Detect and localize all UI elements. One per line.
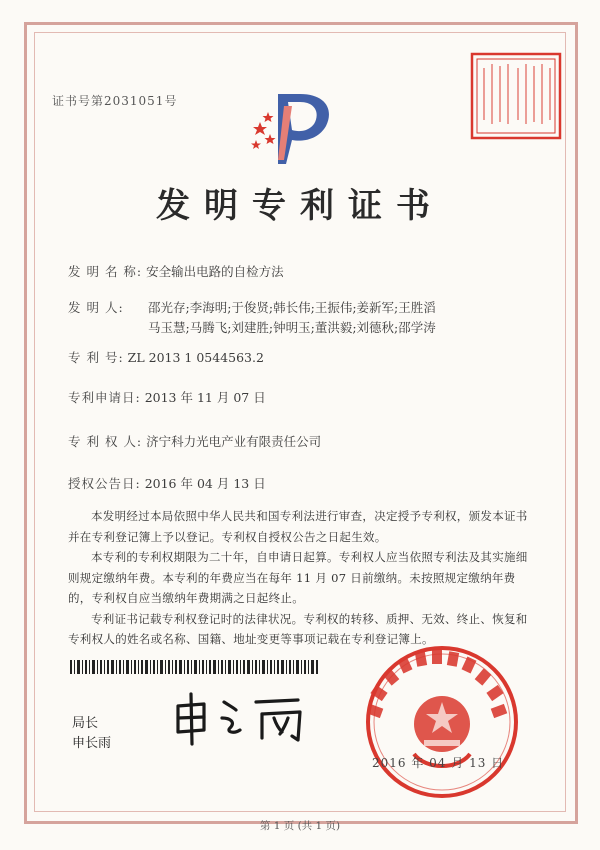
body-paragraph-2: 本专利的专利权期限为二十年，自申请日起算。专利权人应当依照专利法及其实施细则规定缴纳年费。本专利的年费应当在每年 11 月 07 日前缴纳。未按照规定缴纳年费的，专利权自应当缴纳年费期满之日起终止。 bbox=[68, 550, 528, 605]
patent-office-logo-icon bbox=[248, 88, 348, 168]
patent-number-row bbox=[68, 348, 264, 366]
patentee-label: 专 利 权 人: bbox=[68, 434, 143, 449]
invention-name-row bbox=[68, 262, 284, 280]
body-paragraph-3: 专利证书记载专利权登记时的法律状况。专利权的转移、质押、无效、终止、恢复和专利权人的姓名或名称、国籍、地址变更等事项记载在专利登记簿上。 bbox=[68, 611, 528, 646]
certificate-number: 证书号第2031051号 bbox=[52, 94, 178, 108]
official-seal-icon bbox=[362, 642, 522, 802]
small-red-seal-icon bbox=[468, 50, 564, 142]
grant-date-label: 授权公告日: bbox=[68, 476, 141, 491]
inventor-label-row bbox=[68, 298, 124, 316]
application-date-label: 专利申请日: bbox=[68, 390, 141, 405]
certificate-body bbox=[68, 506, 538, 650]
seal-date: 2016 年 04 月 13 日 bbox=[372, 756, 505, 770]
page-number-footer: 第 1 页 (共 1 页) bbox=[259, 820, 341, 832]
patent-number-label: 专 利 号: bbox=[68, 350, 124, 365]
barcode-icon bbox=[70, 660, 320, 674]
invention-name-label: 发 明 名 称: bbox=[68, 264, 143, 279]
body-paragraph-1: 本发明经过本局依照中华人民共和国专利法进行审查，决定授予专利权，颁发本证书并在专利登记簿上予以登记。专利权自授权公告之日起生效。 bbox=[68, 509, 528, 544]
grant-date-value: 2016 年 04 月 13 日 bbox=[144, 476, 266, 491]
grant-date-row bbox=[68, 474, 266, 492]
signatory-role: 局长 bbox=[72, 716, 99, 731]
patent-number-value: ZL 2013 1 0544563.2 bbox=[127, 350, 264, 365]
handwritten-signature-icon bbox=[170, 688, 320, 748]
application-date-row bbox=[68, 388, 266, 406]
inventors-line-1: 邵光存;李海明;于俊贤;韩长伟;王振伟;姜新军;王胜滔 bbox=[148, 300, 436, 315]
patentee-row bbox=[68, 432, 321, 450]
certificate-title: 发明专利证书 bbox=[156, 186, 444, 226]
invention-name-value: 安全输出电路的自检方法 bbox=[146, 264, 284, 279]
inventor-label: 发 明 人: bbox=[68, 300, 124, 315]
inventors-line-2: 马玉慧;马腾飞;刘建胜;钟明玉;董洪毅;刘德秋;邵学涛 bbox=[148, 320, 436, 335]
application-date-value: 2013 年 11 月 07 日 bbox=[144, 390, 266, 405]
signatory-name: 申长雨 bbox=[72, 736, 112, 751]
patentee-value: 济宁科力光电产业有限责任公司 bbox=[146, 434, 322, 449]
